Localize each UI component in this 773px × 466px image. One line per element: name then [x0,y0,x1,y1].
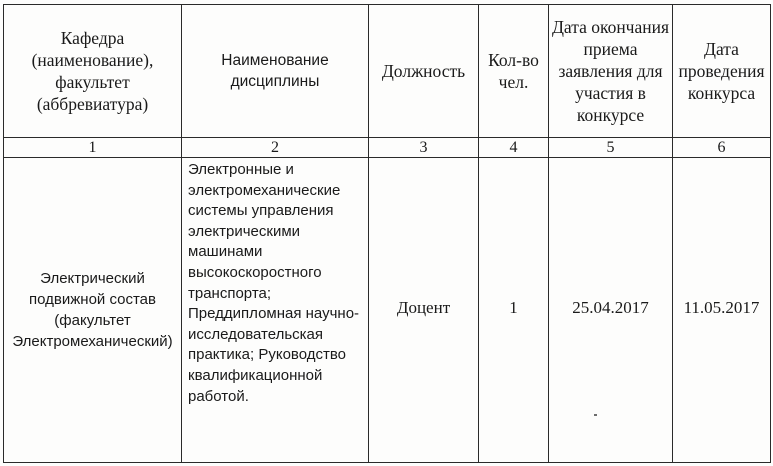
cell-department: Электрический подвижной состав (факультет Электромеханический) [4,158,182,463]
cell-discipline: Электронные и электромеханические системы управления электрическими машинами высокоскоростного транспорта; Преддипломная научно-исследовательская практика; Руководство квалификационной работой. [182,158,369,463]
count-value: 1 [509,298,518,317]
header-discipline: Наименование дисциплины [182,5,369,138]
header-count: Кол-во чел. [479,5,549,138]
header-position: Должность [369,5,479,138]
cell-position [369,158,479,463]
header-deadline: Дата окончания приема заявления для участия в конкурсе [549,5,673,138]
cell-contest-date [673,158,771,463]
cell-count [479,158,549,463]
deadline-value: 25.04.2017 [572,298,649,317]
scan-speck [594,414,597,416]
position-value: Доцент [396,298,451,317]
column-number: 1 [4,138,182,158]
header-row [4,5,771,138]
column-number: 5 [549,138,673,158]
column-number-row [4,138,771,158]
contest-date-value: 11.05.2017 [683,298,760,317]
header-department: Кафедра (наименование), факультет (аббревиатура) [4,5,182,138]
header-contest-date: Дата проведения конкурса [673,5,771,138]
contest-table [3,4,771,463]
cell-deadline [549,158,673,463]
column-number: 4 [479,138,549,158]
column-number: 2 [182,138,369,158]
table-row [4,158,771,463]
column-number: 6 [673,138,771,158]
column-number: 3 [369,138,479,158]
